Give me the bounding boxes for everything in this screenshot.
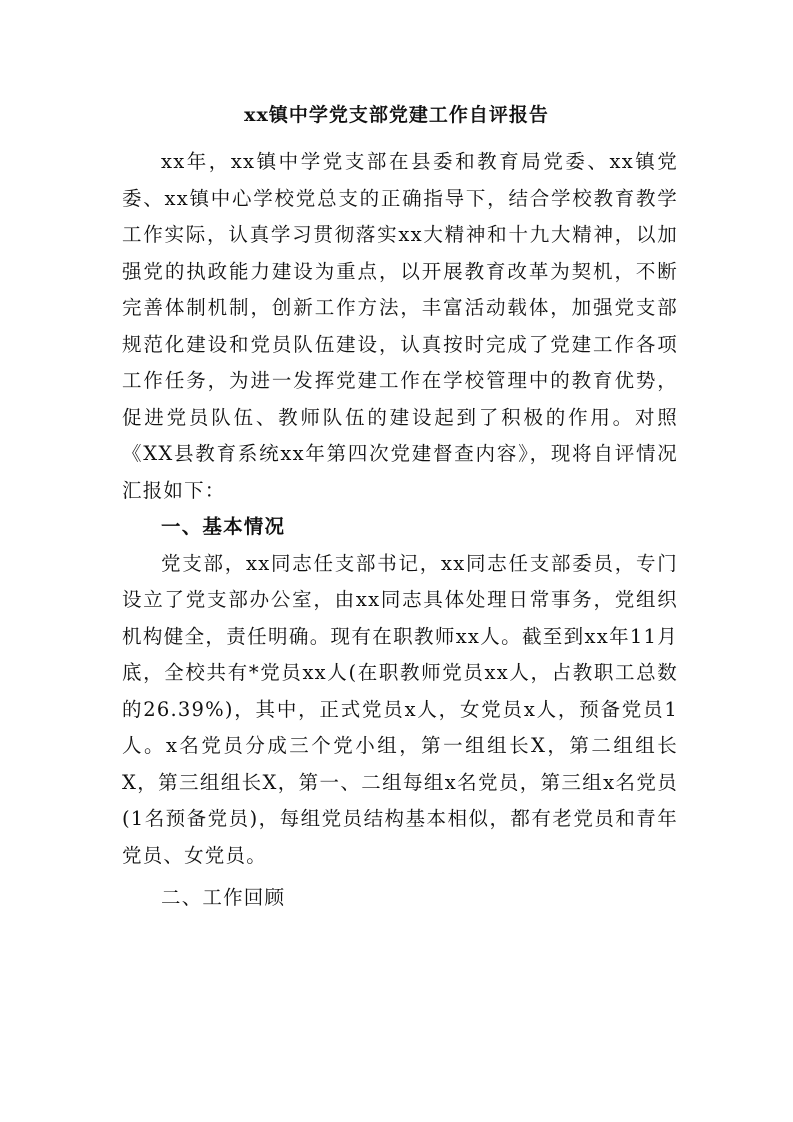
- section-heading-basic: 一、基本情况: [161, 515, 286, 538]
- document-title: xx镇中学党支部党建工作自评报告: [244, 104, 549, 126]
- basic-situation-paragraph: 党支部，xx同志任支部书记，xx同志任支部委员，专门设立了党支部办公室，由xx同志具体处理日常事务，党组织机构健全，责任明确。现有在职教师xx人。截至到xx年11月底，全校共有*党员xx人(在职教师党员xx人，占教职工总数的26.39%)，其中，正式党员x人，女党员x人，预备党员1人。x名党员分成三个党小组，第一组组长X，第二组组长X，第三组组长X，第一、二组每组x名党员，第三组x名党员(1名预备党员)，每组党员结构基本相似，都有老党员和青年党员、女党员。: [122, 551, 678, 867]
- intro-paragraph: xx年，xx镇中学党支部在县委和教育局党委、xx镇党委、xx镇中心学校党总支的正确指导下，结合学校教育教学工作实际，认真学习贯彻落实xx大精神和十九大精神，以加强党的执政能力建设为重点，以开展教育改革为契机，不断完善体制机制，创新工作方法，丰富活动载体，加强党支部规范化建设和党员队伍建设，认真按时完成了党建工作各项工作任务，为进一发挥党建工作在学校管理中的教育优势，促进党员队伍、教师队伍的建设起到了积极的作用。对照《XX县教育系统xx年第四次党建督查内容》，现将自评情况汇报如下：: [122, 150, 678, 502]
- section-heading-review: 二、工作回顾: [161, 886, 286, 909]
- document-body: [122, 144, 678, 917]
